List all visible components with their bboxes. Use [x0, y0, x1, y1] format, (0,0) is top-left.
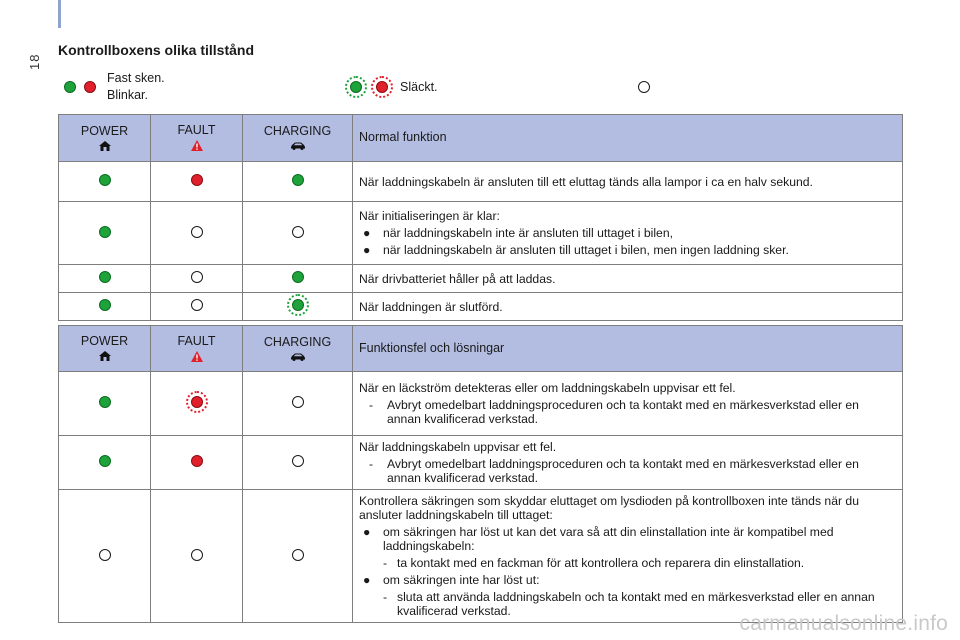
legend-green-led: [64, 81, 76, 93]
table-row: [59, 162, 903, 202]
dash-mark: -: [369, 457, 374, 471]
charging-header: [243, 115, 353, 162]
power-led-green: [99, 299, 111, 311]
power-led-off: [99, 549, 111, 561]
section-title: Kontrollboxens olika tillstånd: [58, 42, 255, 58]
charging-led-off: [292, 549, 304, 561]
fault-led-red: [191, 455, 203, 467]
charging-led-off: [292, 455, 304, 467]
dash-text: Avbryt omedelbart laddningsproceduren och ta kontakt med en märkesverkstad eller en annan kvalificerad verkstad.: [387, 398, 859, 426]
table-row: [59, 436, 903, 490]
charging-led-green-blink: [292, 299, 304, 311]
dash-text: Avbryt omedelbart laddningsproceduren och ta kontakt med en märkesverkstad eller en annan kvalificerad verkstad.: [387, 457, 859, 485]
house-icon: [59, 141, 150, 151]
watermark: carmanualsonline.info: [739, 612, 948, 635]
legend-steady-text: Fast sken.: [107, 71, 165, 85]
table-row: [59, 490, 903, 623]
car-icon: [243, 352, 352, 361]
legend-off-text: Släckt.: [400, 80, 438, 94]
row-description: När initialiseringen är klar:: [359, 209, 500, 223]
car-icon: [243, 141, 352, 150]
bullet-text: om säkringen inte har löst ut:: [383, 573, 540, 587]
legend-red-led: [84, 81, 96, 93]
legend-red-blink-led: [376, 81, 388, 93]
bullet-mark: ●: [363, 573, 371, 587]
power-led-green: [99, 174, 111, 186]
fault-led-red-blink: [191, 396, 203, 408]
bullet-mark: ●: [363, 243, 371, 257]
table-row: [59, 265, 903, 293]
fault-led-red: [191, 174, 203, 186]
fault-led-off: [191, 271, 203, 283]
bullet-mark: ●: [363, 525, 371, 539]
legend-off-led: [638, 81, 650, 93]
power-led-green: [99, 455, 111, 467]
legend-blinking-text: Blinkar.: [107, 88, 148, 102]
normal-function-header: Normal funktion: [353, 115, 903, 162]
charging-header-label: CHARGING: [263, 334, 332, 349]
row-description: När drivbatteriet håller på att laddas.: [353, 265, 903, 293]
row-description: Kontrollera säkringen som skyddar eluttaget om lysdioden på kontrollboxen inte tänds när du ansluter laddningskabeln till uttaget:: [359, 494, 859, 522]
dash-mark: -: [383, 556, 388, 570]
dash-mark: -: [369, 398, 374, 412]
page-number: 18: [27, 53, 42, 70]
charging-led-off: [292, 226, 304, 238]
fault-header-label: FAULT: [177, 123, 216, 137]
charging-led-green: [292, 174, 304, 186]
power-header: [59, 115, 151, 162]
charging-header-label: CHARGING: [263, 124, 332, 138]
legend-green-blink-led: [350, 81, 362, 93]
fault-led-off: [191, 549, 203, 561]
house-icon: [59, 351, 150, 361]
sub-text: sluta att använda laddningskabeln och ta kontakt med en märkesverkstad eller en annan kvalificerad verkstad.: [397, 590, 875, 618]
power-led-green: [99, 226, 111, 238]
power-header-label: POWER: [80, 334, 129, 348]
table-row: [59, 293, 903, 321]
dash-mark: -: [383, 590, 388, 604]
table-row: [59, 202, 903, 265]
charging-led-off: [292, 396, 304, 408]
charging-header: [243, 326, 353, 372]
fault-solutions-table: [58, 325, 903, 623]
power-led-green: [99, 271, 111, 283]
power-header-label: POWER: [80, 123, 129, 138]
row-description: När laddningskabeln uppvisar ett fel.: [359, 440, 557, 454]
row-description: När laddningskabeln är ansluten till ett eluttag tänds alla lampor i ca en halv sekund.: [353, 162, 903, 202]
table-row: [59, 372, 903, 436]
fault-led-off: [191, 299, 203, 311]
warning-triangle-icon: [151, 140, 242, 151]
charging-led-green: [292, 271, 304, 283]
power-led-green: [99, 396, 111, 408]
bullet-mark: ●: [363, 226, 371, 240]
warning-triangle-icon: [151, 351, 242, 362]
fault-solutions-header: Funktionsfel och lösningar: [353, 326, 903, 372]
fault-header: [151, 115, 243, 162]
fault-led-off: [191, 226, 203, 238]
margin-bar: [58, 0, 61, 28]
row-description: När laddningen är slutförd.: [353, 293, 903, 321]
sub-text: ta kontakt med en fackman för att kontrollera och reparera din elinstallation.: [397, 556, 805, 570]
normal-function-table: [58, 114, 903, 321]
bullet-text: när laddningskabeln är ansluten till uttaget i bilen, men ingen laddning sker.: [383, 243, 789, 257]
bullet-text: när laddningskabeln inte är ansluten till uttaget i bilen,: [383, 226, 673, 240]
power-header: [59, 326, 151, 372]
fault-header-label: FAULT: [177, 333, 216, 348]
fault-header: [151, 326, 243, 372]
bullet-text: om säkringen har löst ut kan det vara så att din elinstallation inte är kompatibel med laddningskabeln:: [383, 525, 834, 553]
row-description: När en läckström detekteras eller om laddningskabeln uppvisar ett fel.: [359, 381, 736, 395]
